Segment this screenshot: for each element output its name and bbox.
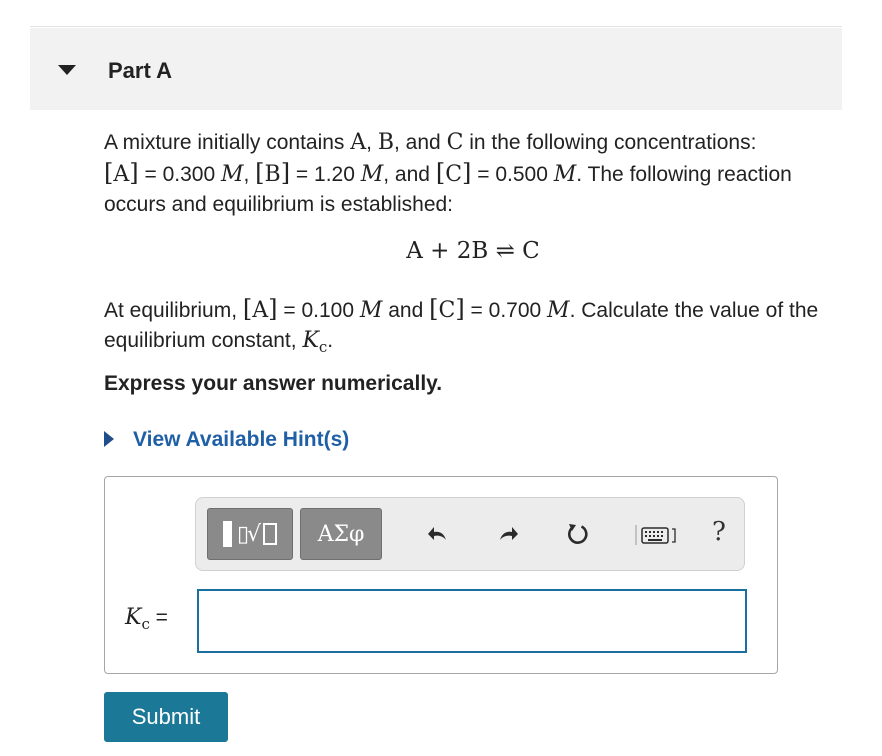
part-header[interactable] — [30, 28, 842, 110]
answer-instruction: Express your answer numerically. — [104, 372, 443, 395]
redo-icon[interactable] — [496, 522, 520, 546]
undo-icon[interactable] — [426, 522, 450, 546]
answer-panel — [104, 476, 778, 674]
answer-input[interactable] — [197, 589, 747, 653]
view-hints-link[interactable]: View Available Hint(s) — [133, 428, 350, 451]
keyboard-icon[interactable] — [632, 523, 678, 547]
reaction-equation: A + 2B ⇌ C — [406, 238, 540, 264]
reset-icon[interactable] — [566, 522, 590, 546]
part-title: Part A — [108, 58, 172, 83]
equilibrium-statement: At equilibrium, [A] = 0.100 M and [C] = 0.700 M. Calculate the value of the equilibrium constant, $K_c$. — [104, 295, 819, 357]
submit-button[interactable]: Submit — [104, 692, 228, 742]
greek-symbols-button[interactable]: ΑΣφ — [300, 508, 382, 560]
math-toolbar — [195, 497, 745, 571]
templates-icon — [223, 521, 232, 547]
templates-button[interactable]: ▯√ — [207, 508, 293, 560]
collapse-caret-icon[interactable] — [58, 65, 76, 75]
section-divider — [30, 26, 842, 27]
help-icon[interactable]: ? — [712, 517, 726, 547]
answer-label: $K_c$ = — [125, 605, 168, 634]
expand-caret-icon — [104, 431, 114, 447]
problem-statement: A mixture initially contains A, B, and C in the following concentrations: [A] = 0.300 M, [B] = 1.20 M, and [C] = 0.500 M. The following reaction occurs and equilibrium is established: — [104, 130, 792, 216]
